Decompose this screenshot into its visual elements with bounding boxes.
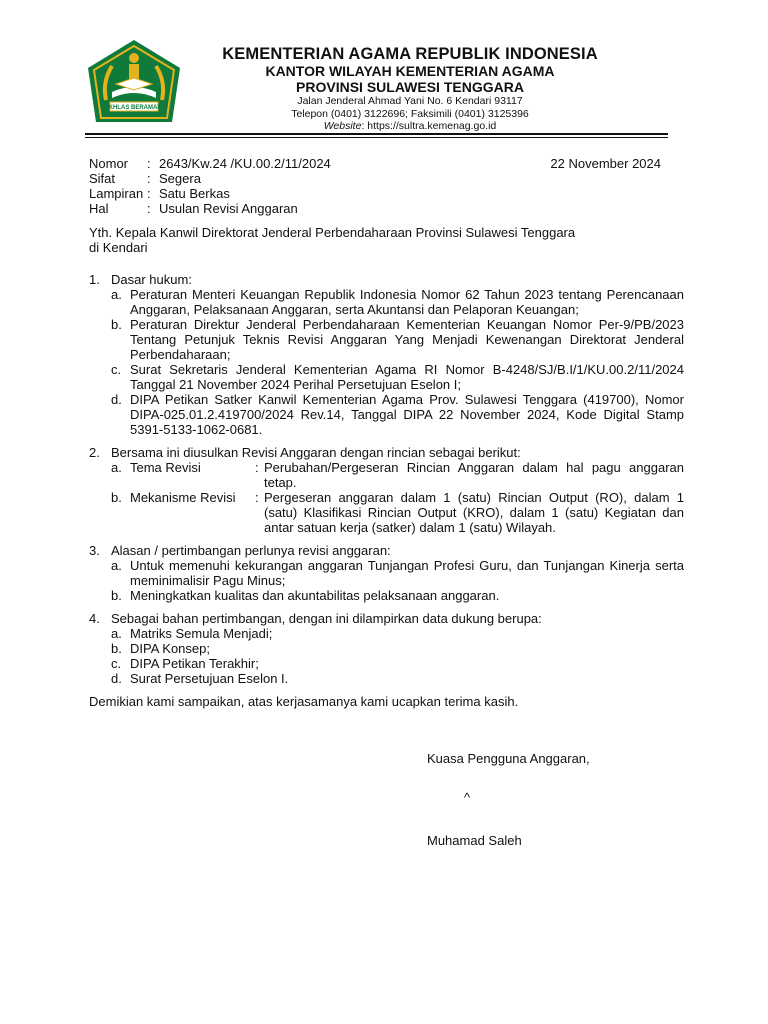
- point-content: [111, 445, 684, 535]
- office-address: Jalan Jenderal Ahmad Yani No. 6 Kendari 93117: [297, 95, 523, 107]
- header-rule-thin: [85, 137, 668, 138]
- item-text: DIPA Petikan Satker Kanwil Kementerian Agama Prov. Sulawesi Tenggara (419700), Nomor DIPA-025.01.2.419700/2024 Rev.14, Tanggal DIPA 22 November 2024, Kode Digital Stamp 5391-5133-1062-0681.: [130, 392, 684, 437]
- point-content: [111, 272, 684, 437]
- detail-value: Pergeseran anggaran dalam 1 (satu) Rincian Output (RO), dalam 1 (satu) Klasifikasi Rincian Output (KRO), dalam 1 (satu) Kegiatan dan antar satuan kerja (satker) dalam 1 (satu) Wilayah.: [264, 490, 684, 535]
- lampiran-separator: :: [147, 186, 151, 201]
- detail-separator: :: [255, 490, 259, 505]
- list-item: [111, 362, 684, 392]
- letter-date: 22 November 2024: [550, 156, 661, 171]
- point-content: [111, 611, 684, 686]
- point-number: 3.: [89, 543, 100, 558]
- item-letter: c.: [111, 656, 122, 671]
- website-label: Website: [323, 120, 362, 132]
- point-title: Bersama ini diusulkan Revisi Anggaran dengan rincian sebagai berikut:: [111, 445, 521, 460]
- point-title: Dasar hukum:: [111, 272, 192, 287]
- item-text: Meningkatkan kualitas dan akuntabilitas pelaksanaan anggaran.: [130, 588, 500, 603]
- letterhead: [200, 45, 620, 133]
- point-number: 4.: [89, 611, 100, 626]
- signature-mark: ^: [464, 790, 471, 805]
- letter-body: [89, 272, 684, 686]
- item-text: DIPA Petikan Terakhir;: [130, 656, 259, 671]
- item-letter: a.: [111, 626, 122, 641]
- item-text: Matriks Semula Menjadi;: [130, 626, 273, 641]
- office-website: [200, 120, 620, 133]
- kemenag-logo: [82, 38, 186, 134]
- point-number: 1.: [89, 272, 100, 287]
- list-item: [111, 626, 684, 641]
- item-text: Surat Persetujuan Eselon I.: [130, 671, 289, 686]
- list-item: [111, 641, 684, 656]
- list-item: [111, 558, 684, 588]
- item-letter: d.: [111, 671, 122, 686]
- item-letter: a.: [111, 460, 122, 475]
- website-value[interactable]: : https://sultra.kemenag.go.id: [361, 120, 497, 132]
- item-text: Peraturan Menteri Keuangan Republik Indonesia Nomor 62 Tahun 2023 tentang Perencanaan Anggaran, Pelaksanaan Anggaran, serta Akuntansi dan Pelaporan Keuangan;: [130, 287, 684, 317]
- item-text: DIPA Konsep;: [130, 641, 210, 656]
- point-number: 2.: [89, 445, 100, 460]
- nomor-value: 2643/Kw.24 /KU.00.2/11/2024: [159, 156, 331, 171]
- office-phone: Telepon (0401) 3122696; Faksimili (0401) 3125396: [291, 107, 529, 120]
- sifat-value: Segera: [159, 171, 201, 186]
- recipient: [89, 225, 664, 255]
- meta-sifat: [89, 171, 664, 186]
- list-item: [111, 588, 684, 603]
- list-item: [111, 317, 684, 362]
- item-letter: c.: [111, 362, 122, 377]
- point-2: [89, 445, 684, 535]
- lampiran-label: Lampiran: [89, 186, 144, 201]
- ministry-name: KEMENTERIAN AGAMA REPUBLIK INDONESIA: [222, 45, 598, 63]
- item-letter: b.: [111, 490, 122, 505]
- letter-meta: [89, 156, 664, 216]
- closing-statement: Demikian kami sampaikan, atas kerjasamanya kami ucapkan terima kasih.: [89, 694, 519, 709]
- list-item: [111, 287, 684, 317]
- hal-label: Hal: [89, 201, 109, 216]
- item-letter: a.: [111, 287, 122, 302]
- item-text: Peraturan Direktur Jenderal Perbendaharaan Kementerian Keuangan Nomor Per-9/PB/2023 Tentang Petunjuk Teknis Revisi Anggaran Yang Menjadi Kewenangan Direktorat Jenderal Perbendaharaan;: [130, 317, 684, 362]
- sifat-separator: :: [147, 171, 151, 186]
- list-item: [111, 671, 684, 686]
- meta-lampiran: [89, 186, 664, 201]
- point-title: Alasan / pertimbangan perlunya revisi anggaran:: [111, 543, 391, 558]
- detail-key: Mekanisme Revisi: [130, 490, 236, 505]
- revision-detail-row: [111, 460, 684, 490]
- meta-hal: [89, 201, 664, 216]
- point-title: Sebagai bahan pertimbangan, dengan ini dilampirkan data dukung berupa:: [111, 611, 542, 626]
- hal-separator: :: [147, 201, 151, 216]
- detail-separator: :: [255, 460, 259, 475]
- point-content: [111, 543, 684, 603]
- header-rule-thick: [85, 133, 668, 135]
- detail-key: Tema Revisi: [130, 460, 201, 475]
- signatory-name: Muhamad Saleh: [427, 833, 522, 848]
- logo-motto: IKHLAS BERAMAL: [107, 105, 161, 111]
- recipient-line-2: di Kendari: [89, 240, 148, 255]
- list-item: [111, 392, 684, 437]
- point-1: [89, 272, 684, 437]
- province-name: PROVINSI SULAWESI TENGGARA: [296, 79, 524, 95]
- office-name: KANTOR WILAYAH KEMENTERIAN AGAMA: [265, 63, 555, 79]
- nomor-label: Nomor: [89, 156, 129, 171]
- point-3: [89, 543, 684, 603]
- sifat-label: Sifat: [89, 171, 116, 186]
- point-4: [89, 611, 684, 686]
- list-item: [111, 656, 684, 671]
- item-letter: b.: [111, 641, 122, 656]
- signatory-title: Kuasa Pengguna Anggaran,: [427, 751, 590, 766]
- lampiran-value: Satu Berkas: [159, 186, 230, 201]
- nomor-separator: :: [147, 156, 151, 171]
- item-letter: b.: [111, 588, 122, 603]
- item-letter: b.: [111, 317, 122, 332]
- item-letter: d.: [111, 392, 122, 407]
- hal-value: Usulan Revisi Anggaran: [159, 201, 298, 216]
- item-text: Surat Sekretaris Jenderal Kementerian Agama RI Nomor B-4248/SJ/B.I/1/KU.00.2/11/2024 Tanggal 21 November 2024 Perihal Persetujuan Eselon I;: [130, 362, 684, 392]
- revision-detail-row: [111, 490, 684, 535]
- detail-value: Perubahan/Pergeseran Rincian Anggaran dalam hal pagu anggaran tetap.: [264, 460, 684, 490]
- recipient-line-1: Yth. Kepala Kanwil Direktorat Jenderal Perbendaharaan Provinsi Sulawesi Tenggara: [89, 225, 576, 240]
- item-text: Untuk memenuhi kekurangan anggaran Tunjangan Profesi Guru, dan Tunjangan Kinerja serta meminimalisir Pagu Minus;: [130, 558, 684, 588]
- item-letter: a.: [111, 558, 122, 573]
